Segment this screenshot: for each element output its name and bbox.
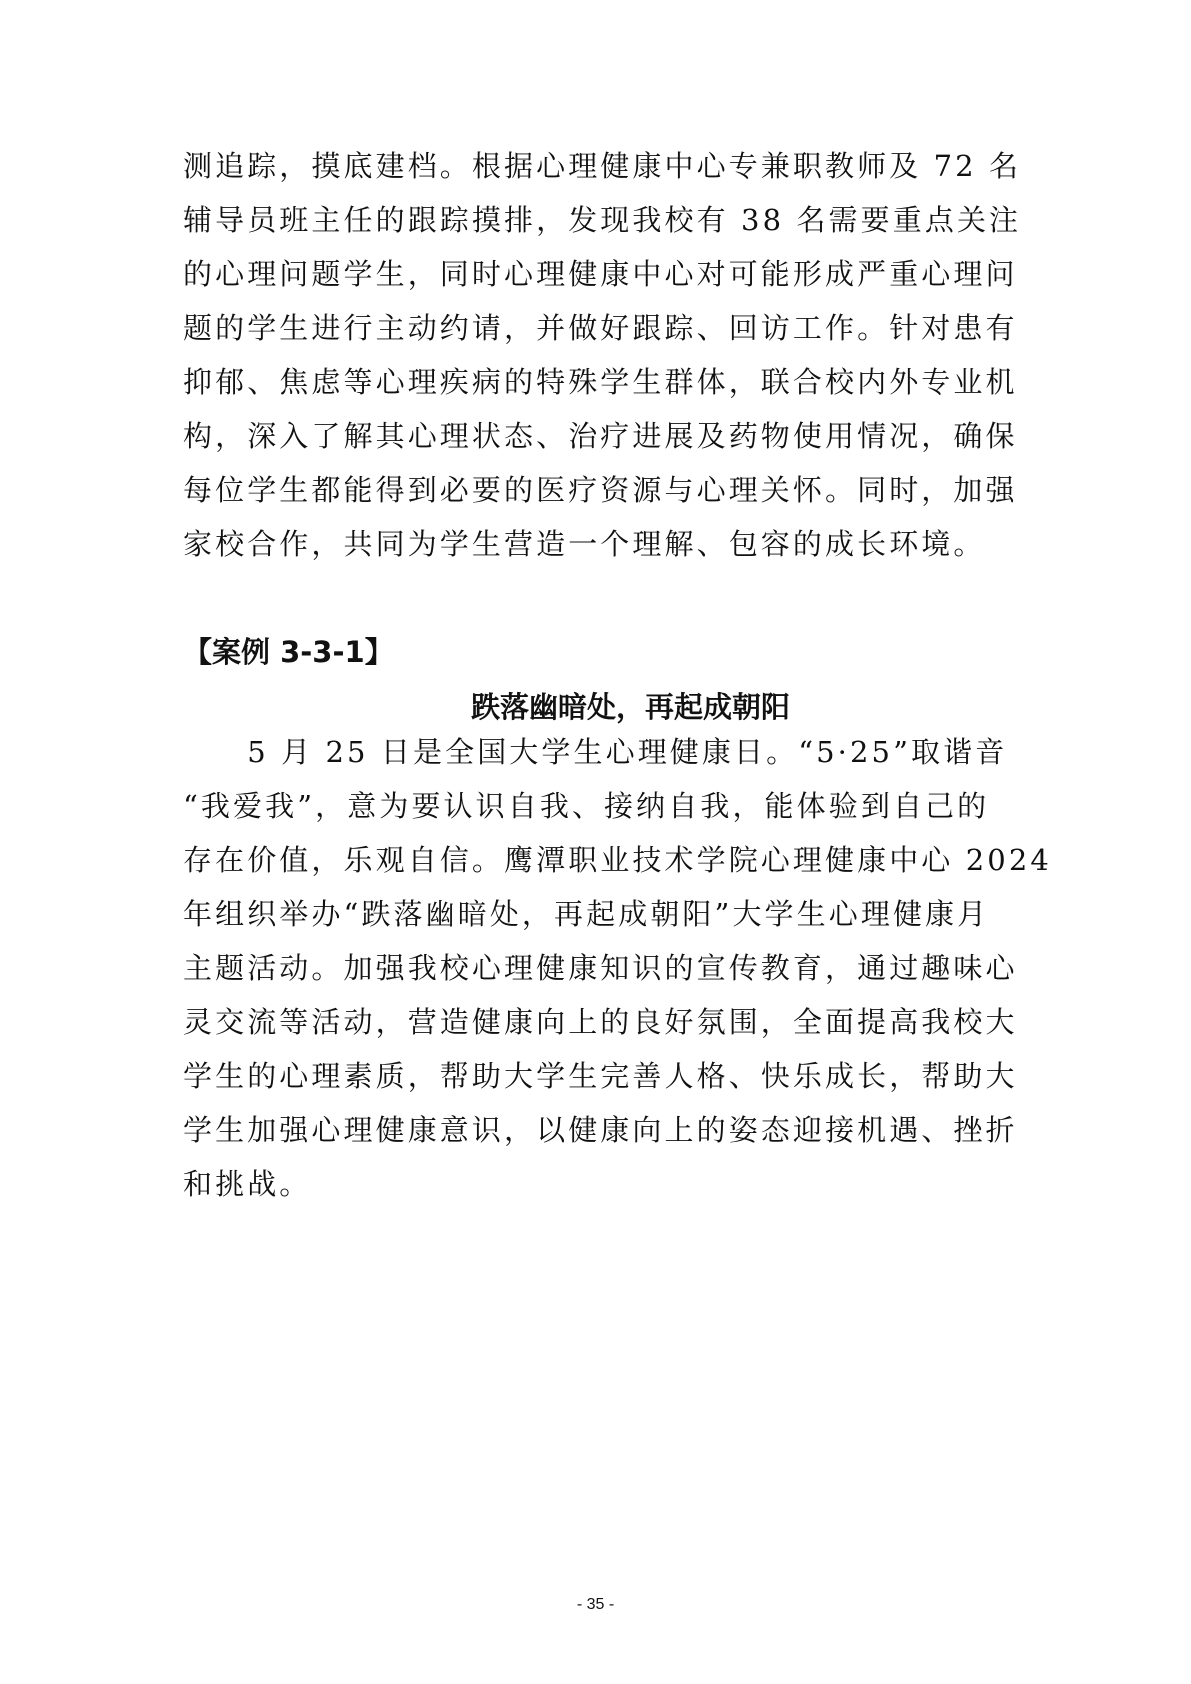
paragraph2-line-5: 主题活动。加强我校心理健康知识的宣传教育，通过趣味心 [183, 951, 1018, 985]
page-number: - 35 - [576, 1596, 615, 1613]
case-title: 跌落幽暗处，再起成朝阳 [470, 690, 790, 724]
paragraph2-line-9: 和挑战。 [183, 1167, 312, 1201]
paragraph1-line-8: 家校合作，共同为学生营造一个理解、包容的成长环境。 [183, 527, 986, 561]
paragraph1-line-4: 题的学生进行主动约请，并做好跟踪、回访工作。针对患有 [183, 311, 1018, 345]
paragraph1-line-5: 抑郁、焦虑等心理疾病的特殊学生群体，联合校内外专业机 [183, 365, 1018, 399]
paragraph2-line-4: 年组织举办“跌落幽暗处，再起成朝阳”大学生心理健康月 [183, 897, 990, 931]
paragraph1-line-6: 构，深入了解其心理状态、治疗进展及药物使用情况，确保 [183, 419, 1018, 453]
paragraph2-line-2: “我爱我”，意为要认识自我、接纳自我，能体验到自己的 [183, 789, 990, 823]
paragraph2-line-8: 学生加强心理健康意识，以健康向上的姿态迎接机遇、挫折 [183, 1113, 1018, 1147]
paragraph2-line-7: 学生的心理素质，帮助大学生完善人格、快乐成长，帮助大 [183, 1059, 1018, 1093]
paragraph2-line-3: 存在价值，乐观自信。鹰潭职业技术学院心理健康中心 2024 [183, 843, 1052, 877]
paragraph2-line-6: 灵交流等活动，营造健康向上的良好氛围，全面提高我校大 [183, 1005, 1018, 1039]
paragraph2-line-1: 5 月 25 日是全国大学生心理健康日。“5·25”取谐音 [183, 735, 1008, 769]
case-heading: 【案例 3-3-1】 [183, 635, 394, 669]
paragraph1-line-1: 测追踪，摸底建档。根据心理健康中心专兼职教师及 72 名 [183, 149, 1022, 183]
paragraph1-line-7: 每位学生都能得到必要的医疗资源与心理关怀。同时，加强 [183, 473, 1018, 507]
paragraph1-line-3: 的心理问题学生，同时心理健康中心对可能形成严重心理问 [183, 257, 1018, 291]
paragraph1-line-2: 辅导员班主任的跟踪摸排，发现我校有 38 名需要重点关注 [183, 203, 1022, 237]
